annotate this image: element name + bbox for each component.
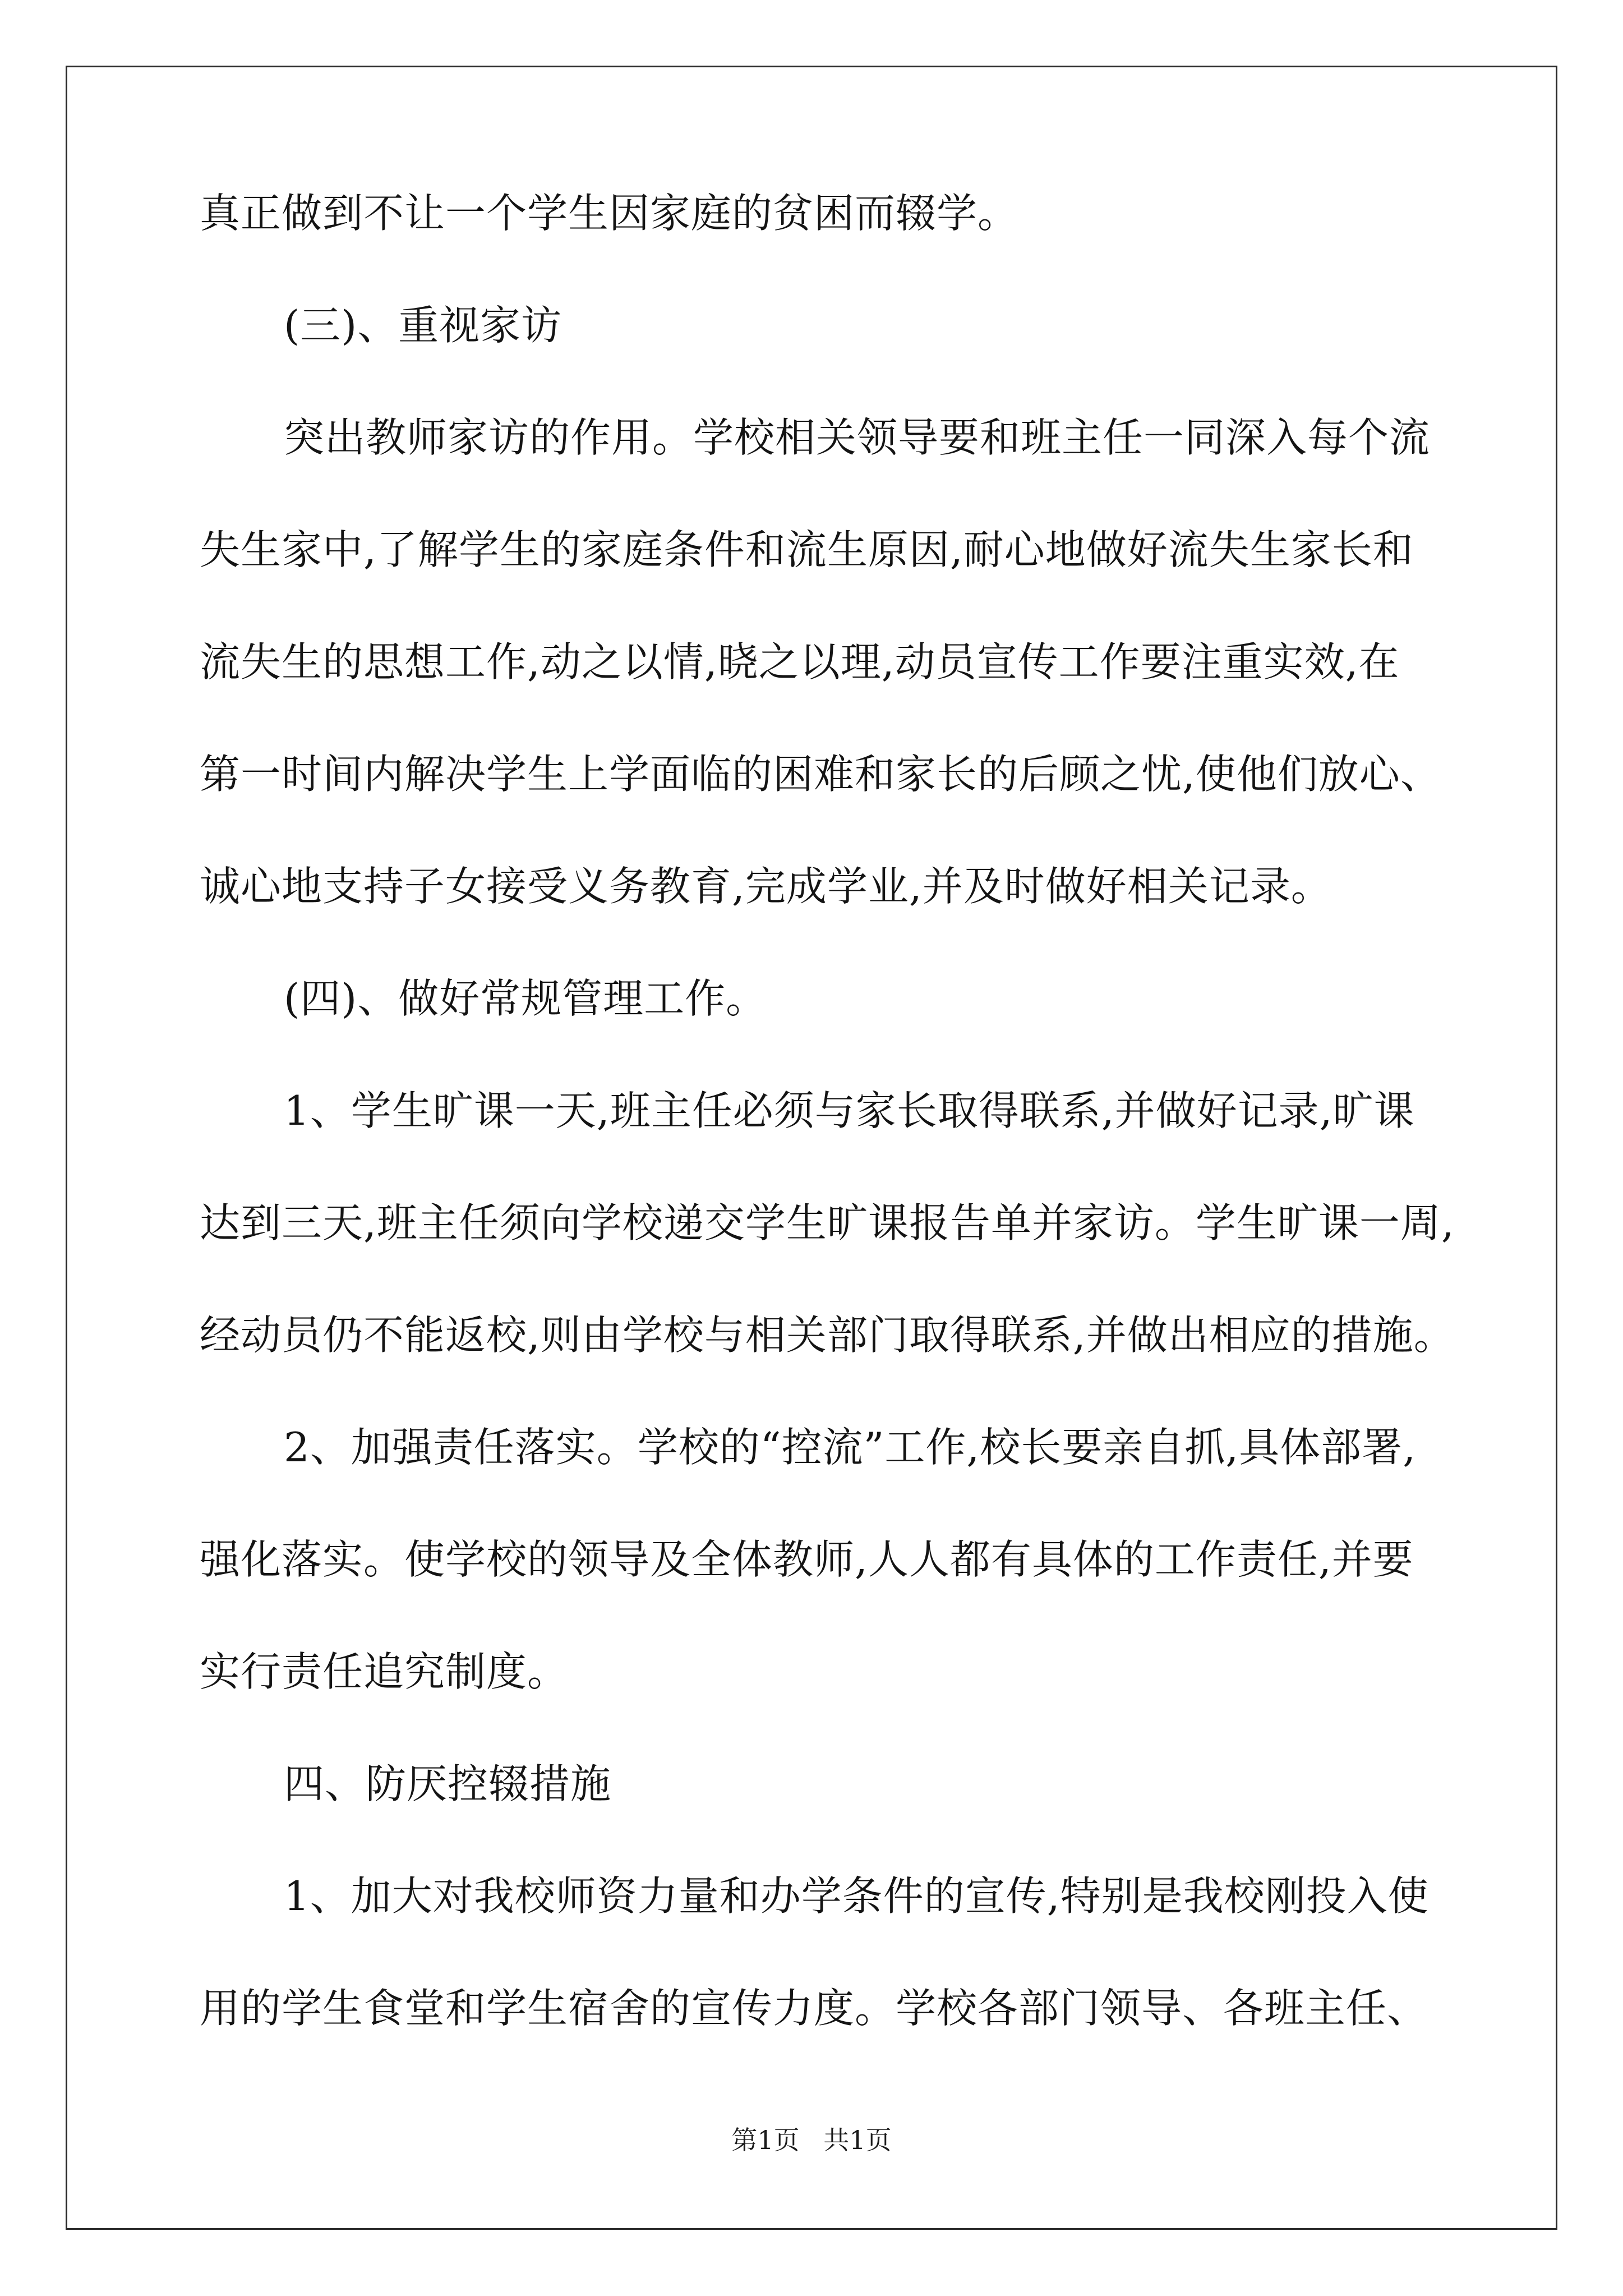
- text-line: 2、加强责任落实。学校的“控流”工作,校长要亲自抓,具体部署,: [284, 1424, 1417, 1471]
- text-line: 真正做到不让一个学生因家庭的贫困而辍学。: [200, 190, 1019, 237]
- text-line: 强化落实。使学校的领导及全体教师,人人都有具体的工作责任,并要: [200, 1536, 1414, 1583]
- text-line: 实行责任追究制度。: [200, 1648, 569, 1695]
- section-heading: (四)、做好常规管理工作。: [284, 975, 767, 1022]
- text-line: 诚心地支持子女接受义务教育,完成学业,并及时做好相关记录。: [200, 863, 1332, 910]
- section-heading: 四、防厌控辍措施: [284, 1760, 612, 1807]
- text-line: 1、加大对我校师资力量和办学条件的宣传,特别是我校刚投入使: [284, 1872, 1429, 1920]
- text-line: 流失生的思想工作,动之以情,晓之以理,动员宣传工作要注重实效,在: [200, 638, 1400, 685]
- text-line: 经动员仍不能返校,则由学校与相关部门取得联系,并做出相应的措施。: [200, 1312, 1455, 1359]
- section-heading: (三)、重视家访: [284, 302, 562, 349]
- page-total: 共1页: [823, 2125, 892, 2155]
- text-line: 失生家中,了解学生的家庭条件和流生原因,耐心地做好流失生家长和: [200, 526, 1414, 573]
- text-line: 突出教师家访的作用。学校相关领导要和班主任一同深入每个流: [284, 414, 1431, 461]
- text-line: 达到三天,班主任须向学校递交学生旷课报告单并家访。学生旷课一周,: [200, 1199, 1455, 1246]
- text-line: 第一时间内解决学生上学面临的困难和家长的后顾之忧,使他们放心、: [200, 751, 1441, 798]
- text-line: 用的学生食堂和学生宿舍的宣传力度。学校各部门领导、各班主任、: [200, 1985, 1428, 2032]
- page-number: 第1页: [731, 2125, 800, 2155]
- page-footer: [0, 2123, 1623, 2157]
- text-line: 1、学生旷课一天,班主任必须与家长取得联系,并做好记录,旷课: [284, 1087, 1415, 1134]
